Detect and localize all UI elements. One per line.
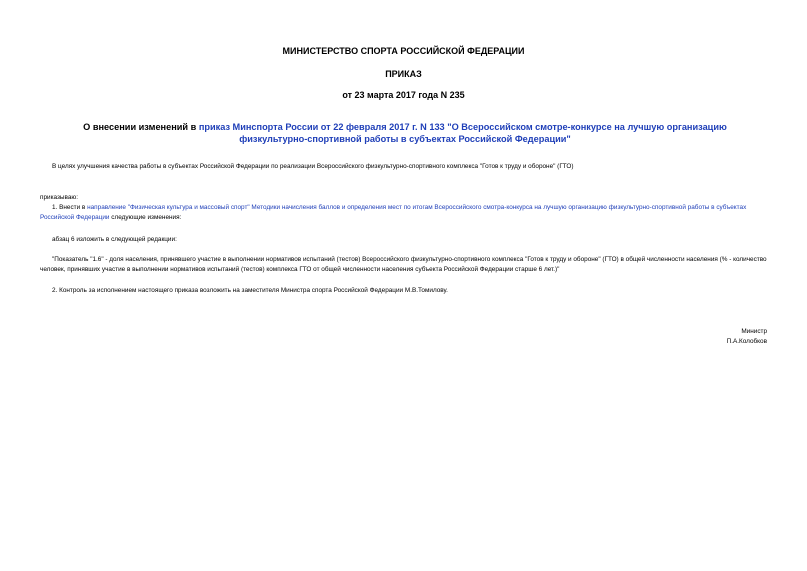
document-date-number: от 23 марта 2017 года N 235 bbox=[342, 90, 465, 100]
item-1-paragraph bbox=[40, 203, 770, 223]
item-2-paragraph: 2. Контроль за исполнением настоящего приказа возложить на заместителя Министра спорта Российской Федерации М.В.Томилову. bbox=[52, 287, 448, 294]
methodology-link[interactable]: направление "Физическая культура и массовый спорт" Методики начисления баллов и определения мест по итогам Всероссийского смотра-конкурса на лучшую организацию физкультурно-спортивной работы в субъектах Российской Федерации bbox=[40, 204, 747, 221]
item-1-suffix: следующие изменения: bbox=[109, 214, 182, 221]
item-1-abzac: абзац 6 изложить в следующей редакции: bbox=[52, 236, 177, 243]
subject-order-link[interactable]: приказ Минспорта России от 22 февраля 2017 г. N 133 "О Всероссийском смотре-конкурсе на лучшую организацию физкультурно-спортивной работы в субъектах Российской Федерации" bbox=[198, 122, 727, 144]
item-1-quote: "Показатель "1.6" - доля населения, принявшего участие в выполнении нормативов испытаний (тестов) Всероссийского физкультурно-спортивного комплекса "Готов к труду и обороне" (ГТО) в общей численности населения (% - количество человек, принявших участие в выполнении нормативов испытаний (тестов) комплекса ГТО от общей численности населения субъекта Российской Федерации старше 6 лет.)" bbox=[40, 256, 767, 273]
signature-name: П.А.Колобков bbox=[726, 338, 767, 345]
document-subject bbox=[60, 121, 750, 145]
preamble-paragraph: В целях улучшения качества работы в субъектах Российской Федерации по реализации Всероссийского физкультурно-спортивного комплекса "Готов к труду и обороне" (ГТО) bbox=[52, 163, 574, 170]
document-type-heading: ПРИКАЗ bbox=[385, 69, 422, 79]
ministry-heading: МИНИСТЕРСТВО СПОРТА РОССИЙСКОЙ ФЕДЕРАЦИИ bbox=[282, 46, 525, 56]
subject-prefix: О внесении изменений в bbox=[83, 122, 199, 132]
item-1-prefix: 1. Внести в bbox=[52, 204, 88, 211]
signature-position: Министр bbox=[741, 328, 767, 335]
order-word: приказываю: bbox=[40, 194, 78, 201]
